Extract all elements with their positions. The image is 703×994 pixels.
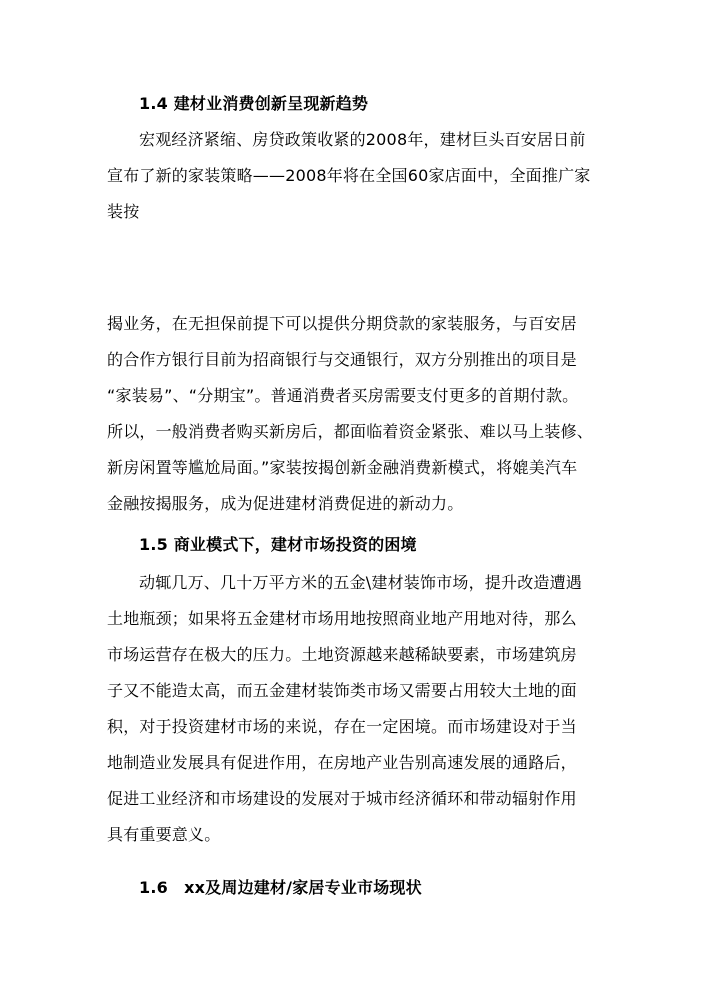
paragraph-line: 地制造业发展具有促进作用，在房地产业告别高速发展的通路后，: [107, 753, 577, 772]
paragraph-line: 装按: [107, 202, 140, 221]
paragraph-line: 市场运营存在极大的压力。土地资源越来越稀缺要素，市场建筑房: [107, 645, 577, 664]
paragraph-line: 新房闲置等尴尬局面。”家装按揭创新金融消费新模式，将媲美汽车: [107, 458, 578, 477]
section-1-5-heading: 1.5 商业模式下，建材市场投资的困境: [139, 535, 417, 554]
paragraph-line: 子又不能造太高，而五金建材装饰类市场又需要占用较大土地的面: [107, 681, 577, 700]
paragraph-line: 所以，一般消费者购买新房后，都面临着资金紧张、难以马上装修、: [107, 422, 594, 441]
paragraph-line: 宏观经济紧缩、房贷政策收紧的2008年，建材巨头百安居日前: [139, 130, 586, 149]
paragraph-line: “家装易”、“分期宝”。普通消费者买房需要支付更多的首期付款。: [107, 386, 579, 405]
paragraph-line: 动辄几万、几十万平方米的五金\建材装饰市场，提升改造遭遇: [139, 573, 582, 592]
paragraph-line: 具有重要意义。: [107, 825, 221, 844]
paragraph-line: 揭业务，在无担保前提下可以提供分期贷款的家装服务，与百安居: [107, 314, 577, 333]
paragraph-line: 的合作方银行目前为招商银行与交通银行，双方分别推出的项目是: [107, 350, 577, 369]
paragraph-line: 土地瓶颈；如果将五金建材市场用地按照商业地产用地对待，那么: [107, 609, 577, 628]
paragraph-line: 积，对于投资建材市场的来说，存在一定困境。而市场建设对于当: [107, 717, 577, 736]
section-1-4-heading: 1.4 建材业消费创新呈现新趋势: [139, 94, 369, 113]
paragraph-line: 宣布了新的家装策略——2008年将在全国60家店面中，全面推广家: [107, 166, 591, 185]
section-1-6-heading: 1.6 xx及周边建材/家居专业市场现状: [139, 878, 422, 897]
paragraph-line: 促进工业经济和市场建设的发展对于城市经济循环和带动辐射作用: [107, 789, 577, 808]
paragraph-line: 金融按揭服务，成为促进建材消费促进的新动力。: [107, 494, 464, 513]
